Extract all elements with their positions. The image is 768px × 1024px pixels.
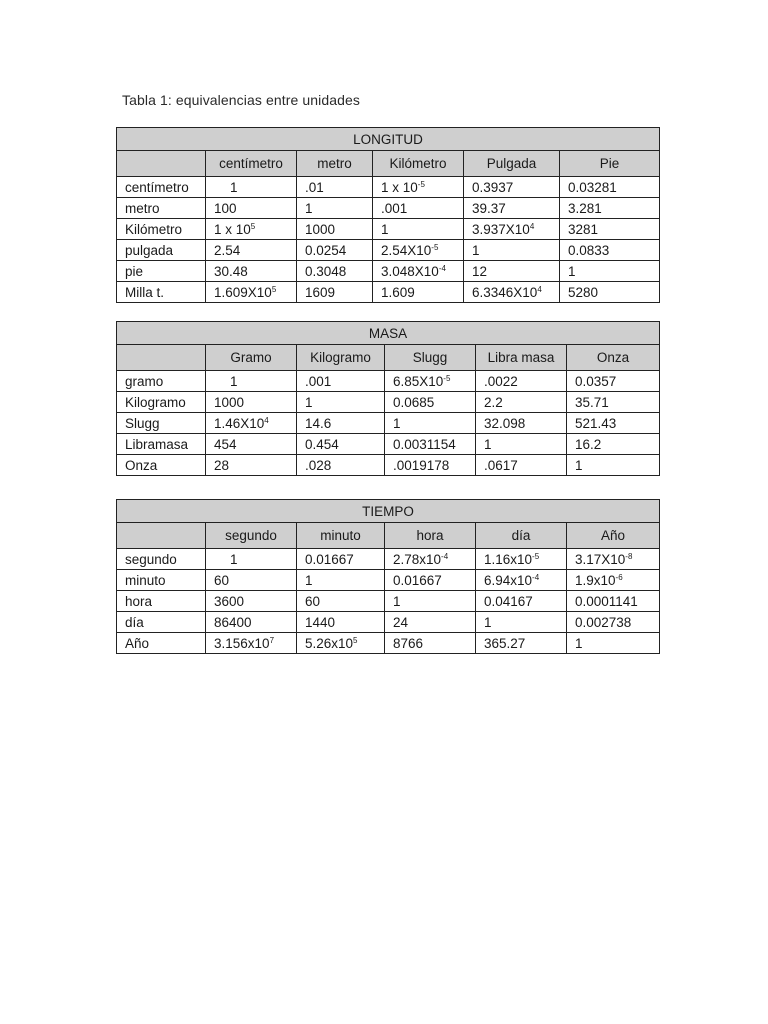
value-cell: $2.54X10^{-5}$ (373, 240, 464, 261)
value-cell: 1 x $10^{-5}$ (373, 177, 464, 198)
value-cell: 1 (297, 198, 373, 219)
value-cell: 0.0001141 (567, 591, 660, 612)
value-cell: 14.6 (297, 413, 385, 434)
value-cell: 0.01667 (385, 570, 476, 591)
value-cell: 0.0254 (297, 240, 373, 261)
value-cell: .0022 (476, 371, 567, 392)
row-label: gramo (117, 371, 206, 392)
value-cell: .0019178 (385, 455, 476, 476)
header-corner-cell (117, 151, 206, 177)
value-cell: 521.43 (567, 413, 660, 434)
masa-table (116, 321, 660, 476)
row-label: Kilogramo (117, 392, 206, 413)
table-title-row (117, 128, 660, 151)
table-row (117, 633, 660, 654)
tiempo-table (116, 499, 660, 654)
value-cell: 0.3048 (297, 261, 373, 282)
table-row (117, 282, 660, 303)
table-row (117, 261, 660, 282)
value-cell: 100 (206, 198, 297, 219)
value-cell: 1 (560, 261, 660, 282)
longitud-table (116, 127, 660, 303)
value-cell: 2.54 (206, 240, 297, 261)
table-row (117, 413, 660, 434)
table-title-row (117, 322, 660, 345)
table-header-row (117, 523, 660, 549)
column-header: metro (297, 151, 373, 177)
value-cell: $6.3346X10^4$ (464, 282, 560, 303)
value-cell: 60 (206, 570, 297, 591)
column-header: Libra masa (476, 345, 567, 371)
value-cell: 39.37 (464, 198, 560, 219)
value-cell: 32.098 (476, 413, 567, 434)
value-cell: 1 (206, 177, 297, 198)
column-header: Kilómetro (373, 151, 464, 177)
table-row (117, 177, 660, 198)
value-cell: $2.78x10^{-4}$ (385, 549, 476, 570)
value-cell: 1 (373, 219, 464, 240)
value-cell: 1 (385, 591, 476, 612)
value-cell: $1.16x10^{-5}$ (476, 549, 567, 570)
row-label: Año (117, 633, 206, 654)
value-cell: 16.2 (567, 434, 660, 455)
value-cell: 0.0031154 (385, 434, 476, 455)
value-cell: 28 (206, 455, 297, 476)
table-row (117, 455, 660, 476)
table-title: TIEMPO (117, 500, 660, 523)
value-cell: $3.937X10^4$ (464, 219, 560, 240)
value-cell: 60 (297, 591, 385, 612)
value-cell: 0.0357 (567, 371, 660, 392)
value-cell: $1.609X10^5$ (206, 282, 297, 303)
value-cell: 5280 (560, 282, 660, 303)
value-cell: $3.156x10^7$ (206, 633, 297, 654)
table-header-row (117, 151, 660, 177)
value-cell: 0.03281 (560, 177, 660, 198)
value-cell: .001 (297, 371, 385, 392)
row-label: Onza (117, 455, 206, 476)
header-corner-cell (117, 523, 206, 549)
value-cell: 0.01667 (297, 549, 385, 570)
table-row (117, 612, 660, 633)
table-title: LONGITUD (117, 128, 660, 151)
value-cell: 0.454 (297, 434, 385, 455)
value-cell: $1.46X10^4$ (206, 413, 297, 434)
value-cell: 1 (567, 633, 660, 654)
value-cell: 1 (476, 612, 567, 633)
value-cell: 1.609 (373, 282, 464, 303)
row-label: Kilómetro (117, 219, 206, 240)
value-cell: $6.85X10^{-5}$ (385, 371, 476, 392)
row-label: pulgada (117, 240, 206, 261)
column-header: Kilogramo (297, 345, 385, 371)
value-cell: .028 (297, 455, 385, 476)
value-cell: 1 (297, 392, 385, 413)
value-cell: 1 (476, 434, 567, 455)
column-header: Slugg (385, 345, 476, 371)
value-cell: 0.0833 (560, 240, 660, 261)
column-header: Pie (560, 151, 660, 177)
column-header: segundo (206, 523, 297, 549)
value-cell: $1.9x10^{-6}$ (567, 570, 660, 591)
value-cell: 3.281 (560, 198, 660, 219)
row-label: segundo (117, 549, 206, 570)
table-row (117, 240, 660, 261)
value-cell: 0.04167 (476, 591, 567, 612)
value-cell: $5.26x10^5$ (297, 633, 385, 654)
table-title-row (117, 500, 660, 523)
row-label: Slugg (117, 413, 206, 434)
value-cell: 3600 (206, 591, 297, 612)
value-cell: .0617 (476, 455, 567, 476)
value-cell: 1 (206, 371, 297, 392)
table-row (117, 570, 660, 591)
column-header: Año (567, 523, 660, 549)
table-row (117, 371, 660, 392)
value-cell: 24 (385, 612, 476, 633)
value-cell: 0.0685 (385, 392, 476, 413)
column-header: Pulgada (464, 151, 560, 177)
value-cell: 365.27 (476, 633, 567, 654)
value-cell: 1 (385, 413, 476, 434)
row-label: Libramasa (117, 434, 206, 455)
table-row (117, 434, 660, 455)
value-cell: 1609 (297, 282, 373, 303)
row-label: pie (117, 261, 206, 282)
column-header: centímetro (206, 151, 297, 177)
column-header: Gramo (206, 345, 297, 371)
value-cell: 454 (206, 434, 297, 455)
row-label: Milla t. (117, 282, 206, 303)
row-label: hora (117, 591, 206, 612)
row-label: minuto (117, 570, 206, 591)
value-cell: 1 (206, 549, 297, 570)
document-title: Tabla 1: equivalencias entre unidades (122, 92, 360, 108)
value-cell: 8766 (385, 633, 476, 654)
value-cell: 1 (567, 455, 660, 476)
column-header: hora (385, 523, 476, 549)
table-row (117, 549, 660, 570)
value-cell: 35.71 (567, 392, 660, 413)
value-cell: 1000 (206, 392, 297, 413)
value-cell: $3.048X10^{-4}$ (373, 261, 464, 282)
value-cell: .001 (373, 198, 464, 219)
value-cell: 1 (297, 570, 385, 591)
value-cell: 3281 (560, 219, 660, 240)
value-cell: 1 x $10^5$ (206, 219, 297, 240)
value-cell: 0.002738 (567, 612, 660, 633)
value-cell: 12 (464, 261, 560, 282)
table-row (117, 198, 660, 219)
header-corner-cell (117, 345, 206, 371)
row-label: centímetro (117, 177, 206, 198)
column-header: Onza (567, 345, 660, 371)
table-row (117, 591, 660, 612)
value-cell: 1 (464, 240, 560, 261)
table-title: MASA (117, 322, 660, 345)
row-label: metro (117, 198, 206, 219)
value-cell: 86400 (206, 612, 297, 633)
value-cell: 0.3937 (464, 177, 560, 198)
value-cell: 2.2 (476, 392, 567, 413)
table-header-row (117, 345, 660, 371)
column-header: minuto (297, 523, 385, 549)
value-cell: 1440 (297, 612, 385, 633)
row-label: día (117, 612, 206, 633)
value-cell: .01 (297, 177, 373, 198)
value-cell: $6.94x10^{-4}$ (476, 570, 567, 591)
table-row (117, 219, 660, 240)
column-header: día (476, 523, 567, 549)
value-cell: 1000 (297, 219, 373, 240)
table-row (117, 392, 660, 413)
value-cell: $3.17X10^{-8}$ (567, 549, 660, 570)
value-cell: 30.48 (206, 261, 297, 282)
